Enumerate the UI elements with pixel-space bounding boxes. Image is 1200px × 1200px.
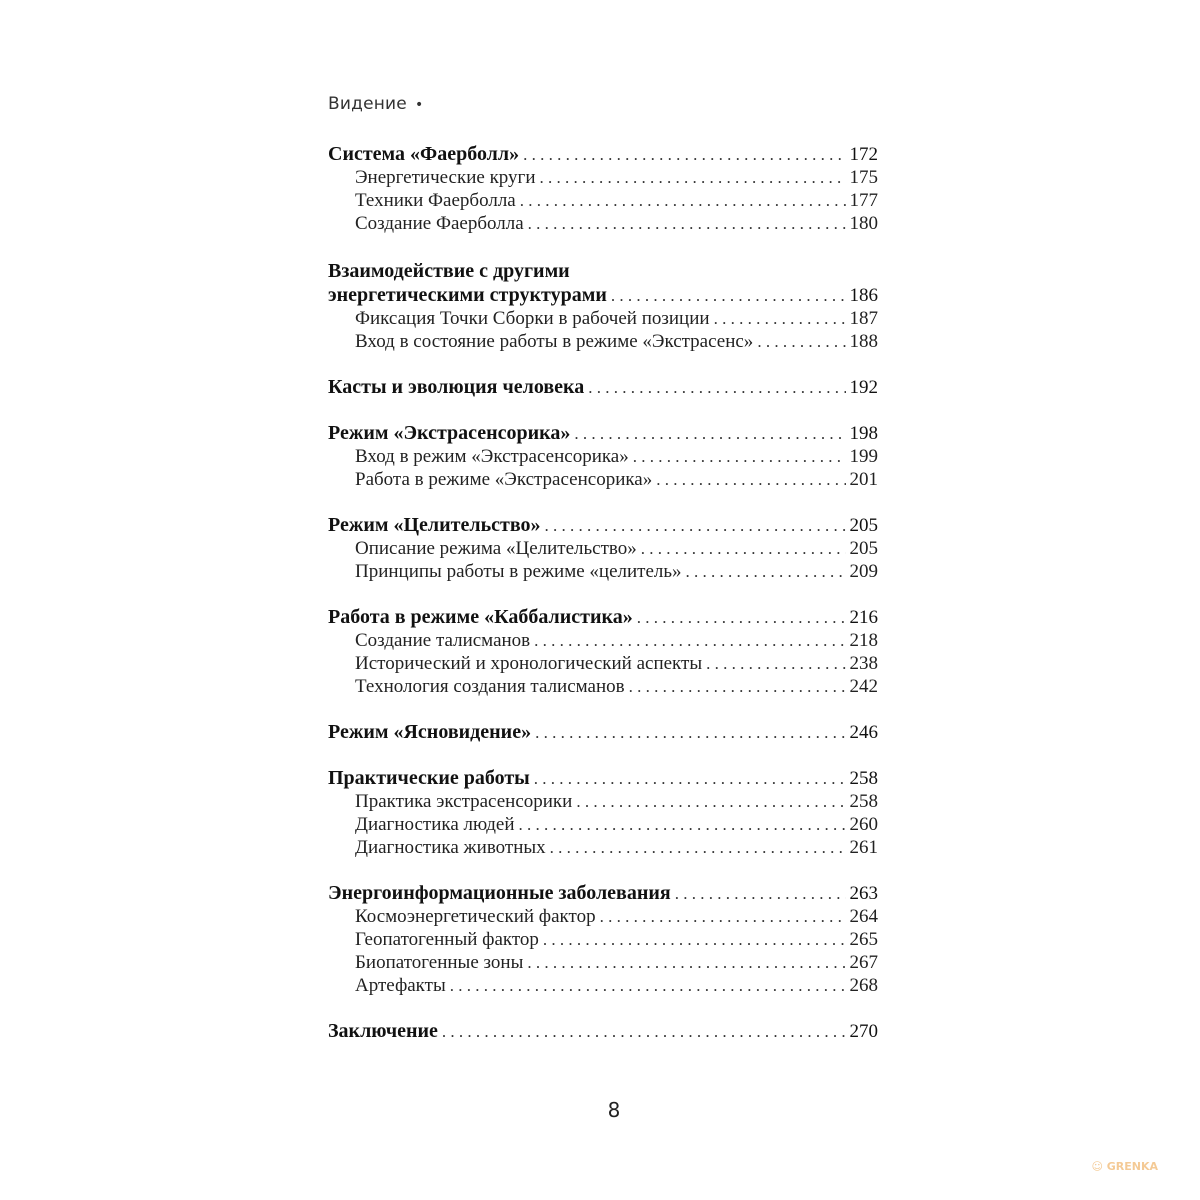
toc-chapter-title: Энергоинформационные заболевания: [328, 882, 671, 904]
toc-chapter-entry[interactable]: [328, 422, 878, 445]
toc-page-number: 198: [849, 423, 878, 444]
toc-page-number: 186: [849, 285, 878, 306]
toc-page-number: 177: [849, 190, 878, 211]
dot-leader: [543, 928, 846, 951]
dot-leader: [527, 951, 845, 974]
toc-page-number: 199: [849, 446, 878, 467]
toc-chapter-title: Режим «Целительство»: [328, 514, 541, 536]
toc-section: [328, 143, 878, 235]
dot-leader: [714, 307, 846, 330]
toc-subsection-entry[interactable]: [328, 813, 878, 836]
table-of-contents: [328, 143, 878, 1066]
toc-subsection-title: Описание режима «Целительство»: [355, 538, 637, 559]
dot-leader: [535, 721, 845, 744]
toc-subsection-title: Диагностика животных: [355, 837, 546, 858]
dot-leader: [528, 212, 846, 235]
toc-page-number: 201: [849, 469, 878, 490]
dot-leader: [545, 514, 846, 537]
toc-subsection-title: Техники Фаерболла: [355, 190, 516, 211]
toc-chapter-entry[interactable]: [328, 514, 878, 537]
dot-leader: [588, 376, 845, 399]
dot-leader: [600, 905, 846, 928]
running-head: [328, 94, 423, 114]
toc-section: [328, 767, 878, 859]
dot-leader: [611, 284, 846, 307]
toc-chapter-title: Режим «Экстрасенсорика»: [328, 422, 571, 444]
toc-subsection-title: Исторический и хронологический аспекты: [355, 653, 703, 674]
dot-leader: [534, 767, 846, 790]
dot-leader: [519, 813, 846, 836]
toc-subsection-title: Диагностика людей: [355, 814, 515, 835]
dot-leader: [633, 445, 846, 468]
toc-subsection-entry[interactable]: [328, 537, 878, 560]
toc-chapter-entry[interactable]: [328, 376, 878, 399]
dot-leader: [576, 790, 845, 813]
toc-page-number: 264: [849, 906, 878, 927]
toc-chapter-entry[interactable]: [328, 284, 878, 307]
toc-subsection-entry[interactable]: [328, 212, 878, 235]
dot-leader: [686, 560, 846, 583]
toc-page-number: 270: [849, 1021, 878, 1042]
toc-page-number: 267: [849, 952, 878, 973]
toc-page-number: 180: [849, 213, 878, 234]
toc-page-number: 263: [849, 883, 878, 904]
dot-leader: [656, 468, 845, 491]
watermark-logo: ☺ GRENKA: [1091, 1160, 1158, 1173]
toc-chapter-title: Режим «Ясновидение»: [328, 721, 532, 743]
toc-subsection-title: Практика экстрасенсорики: [355, 791, 573, 812]
dot-leader: [637, 606, 846, 629]
toc-subsection-entry[interactable]: [328, 445, 878, 468]
toc-subsection-entry[interactable]: [328, 629, 878, 652]
toc-subsection-entry[interactable]: [328, 560, 878, 583]
dot-leader: [757, 330, 845, 353]
dot-leader: [534, 629, 845, 652]
toc-subsection-entry[interactable]: [328, 307, 878, 330]
toc-page-number: 192: [849, 377, 878, 398]
toc-subsection-title: Вход в режим «Экстрасенсорика»: [355, 446, 629, 467]
toc-subsection-title: Вход в состояние работы в режиме «Экстрасенс»: [355, 331, 754, 352]
toc-subsection-title: Фиксация Точки Сборки в рабочей позиции: [355, 308, 710, 329]
toc-chapter-entry[interactable]: [328, 767, 878, 790]
toc-page-number: 242: [849, 676, 878, 697]
toc-page-number: 188: [849, 331, 878, 352]
toc-page-number: 260: [849, 814, 878, 835]
toc-subsection-title: Технология создания талисманов: [355, 676, 625, 697]
toc-chapter-title: энергетическими структурами: [328, 284, 607, 306]
dot-leader: [442, 1020, 846, 1043]
running-head-text: Видение: [328, 94, 407, 114]
toc-subsection-title: Работа в режиме «Экстрасенсорика»: [355, 469, 653, 490]
toc-subsection-entry[interactable]: [328, 468, 878, 491]
toc-subsection-title: Космоэнергетический фактор: [355, 906, 596, 927]
toc-chapter-entry[interactable]: [328, 606, 878, 629]
bullet-icon: •: [414, 97, 424, 113]
toc-subsection-title: Артефакты: [355, 975, 446, 996]
toc-section: [328, 721, 878, 744]
toc-section: [328, 882, 878, 997]
toc-page-number: 268: [849, 975, 878, 996]
toc-chapter-entry[interactable]: [328, 721, 878, 744]
toc-page-number: 265: [849, 929, 878, 950]
toc-chapter-entry[interactable]: [328, 1020, 878, 1043]
toc-page-number: 205: [849, 515, 878, 536]
toc-subsection-title: Биопатогенные зоны: [355, 952, 524, 973]
dot-leader: [520, 189, 846, 212]
toc-page-number: 258: [849, 768, 878, 789]
toc-page-number: 216: [849, 607, 878, 628]
page-number: 8: [607, 1098, 621, 1122]
toc-subsection-entry[interactable]: [328, 905, 878, 928]
toc-page-number: 172: [849, 144, 878, 165]
toc-subsection-entry[interactable]: [328, 189, 878, 212]
toc-page-number: 205: [849, 538, 878, 559]
toc-section: [328, 258, 878, 353]
toc-section: [328, 514, 878, 583]
toc-subsection-entry[interactable]: [328, 790, 878, 813]
dot-leader: [540, 166, 846, 189]
toc-subsection-entry[interactable]: [328, 330, 878, 353]
toc-chapter-title: Работа в режиме «Каббалистика»: [328, 606, 633, 628]
dot-leader: [706, 652, 845, 675]
toc-page-number: 246: [849, 722, 878, 743]
dot-leader: [641, 537, 846, 560]
toc-subsection-title: Создание талисманов: [355, 630, 531, 651]
toc-subsection-entry[interactable]: [328, 675, 878, 698]
toc-page-number: 187: [849, 308, 878, 329]
toc-chapter-title-line[interactable]: [328, 258, 878, 284]
toc-chapter-title: Заключение: [328, 1020, 438, 1042]
toc-subsection-title: Создание Фаерболла: [355, 213, 524, 234]
dot-leader: [574, 422, 845, 445]
toc-subsection-title: Принципы работы в режиме «целитель»: [355, 561, 682, 582]
toc-page-number: 218: [849, 630, 878, 651]
toc-page-number: 238: [849, 653, 878, 674]
dot-leader: [550, 836, 846, 859]
toc-page-number: 175: [849, 167, 878, 188]
toc-subsection-entry[interactable]: [328, 166, 878, 189]
toc-page-number: 209: [849, 561, 878, 582]
dot-leader: [523, 143, 845, 166]
toc-chapter-title: Система «Фаерболл»: [328, 143, 520, 165]
toc-subsection-title: Геопатогенный фактор: [355, 929, 539, 950]
toc-section: [328, 1020, 878, 1043]
toc-chapter-title: Практические работы: [328, 767, 530, 789]
toc-subsection-title: Энергетические круги: [355, 167, 536, 188]
toc-section: [328, 606, 878, 698]
toc-chapter-entry[interactable]: [328, 143, 878, 166]
dot-leader: [629, 675, 846, 698]
toc-chapter-entry[interactable]: [328, 882, 878, 905]
toc-chapter-title: Взаимодействие с другими: [328, 260, 570, 282]
toc-subsection-entry[interactable]: [328, 928, 878, 951]
toc-subsection-entry[interactable]: [328, 951, 878, 974]
toc-chapter-title: Касты и эволюция человека: [328, 376, 585, 398]
toc-page-number: 258: [849, 791, 878, 812]
dot-leader: [675, 882, 846, 905]
toc-section: [328, 376, 878, 399]
toc-page-number: 261: [849, 837, 878, 858]
dot-leader: [450, 974, 846, 997]
toc-section: [328, 422, 878, 491]
toc-subsection-entry[interactable]: [328, 974, 878, 997]
toc-subsection-entry[interactable]: [328, 652, 878, 675]
toc-subsection-entry[interactable]: [328, 836, 878, 859]
